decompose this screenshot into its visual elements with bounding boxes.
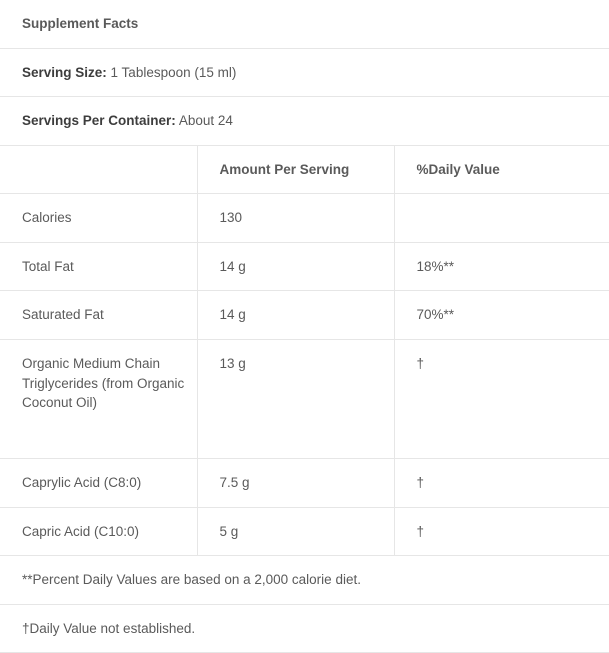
footnote-percent-daily-values: **Percent Daily Values are based on a 2,000 calorie diet. — [0, 556, 609, 605]
nutrient-amount: 130 — [197, 194, 394, 243]
nutrient-daily-value: † — [394, 507, 609, 556]
column-header-nutrient — [0, 145, 197, 194]
table-row — [0, 339, 609, 458]
footnote-daily-value-not-established: †Daily Value not established. — [0, 604, 609, 653]
column-header-daily-value: %Daily Value — [394, 145, 609, 194]
panel-title: Supplement Facts — [0, 0, 609, 48]
table-row — [0, 242, 609, 291]
column-header-amount-per-serving: Amount Per Serving — [197, 145, 394, 194]
footnote-row — [0, 604, 609, 653]
nutrient-name: Caprylic Acid (C8:0) — [0, 458, 197, 507]
table-row — [0, 291, 609, 340]
table-row — [0, 458, 609, 507]
nutrient-amount: 14 g — [197, 291, 394, 340]
serving-size-row — [0, 48, 609, 97]
footnote-row — [0, 556, 609, 605]
nutrient-amount: 7.5 g — [197, 458, 394, 507]
nutrient-daily-value — [394, 194, 609, 243]
nutrient-name: Saturated Fat — [0, 291, 197, 340]
nutrient-amount: 5 g — [197, 507, 394, 556]
servings-per-container-cell — [0, 97, 609, 146]
servings-per-container-value: About 24 — [178, 113, 233, 129]
nutrient-amount: 13 g — [197, 339, 394, 458]
servings-per-container-label: Servings Per Container: — [22, 113, 176, 129]
servings-per-container-row — [0, 97, 609, 146]
nutrient-amount: 14 g — [197, 242, 394, 291]
nutrient-daily-value: 18%** — [394, 242, 609, 291]
nutrient-daily-value: † — [394, 339, 609, 458]
nutrient-daily-value: 70%** — [394, 291, 609, 340]
nutrient-daily-value: † — [394, 458, 609, 507]
nutrient-name: Organic Medium Chain Triglycerides (from Organic Coconut Oil) — [0, 339, 197, 458]
serving-size-cell — [0, 48, 609, 97]
table-header-row — [0, 145, 609, 194]
serving-size-label: Serving Size: — [22, 64, 107, 80]
panel-title-row — [0, 0, 609, 48]
nutrient-name: Total Fat — [0, 242, 197, 291]
serving-size-value: 1 Tablespoon (15 ml) — [110, 64, 237, 80]
nutrient-name: Calories — [0, 194, 197, 243]
table-row — [0, 507, 609, 556]
table-row — [0, 194, 609, 243]
nutrient-name: Capric Acid (C10:0) — [0, 507, 197, 556]
